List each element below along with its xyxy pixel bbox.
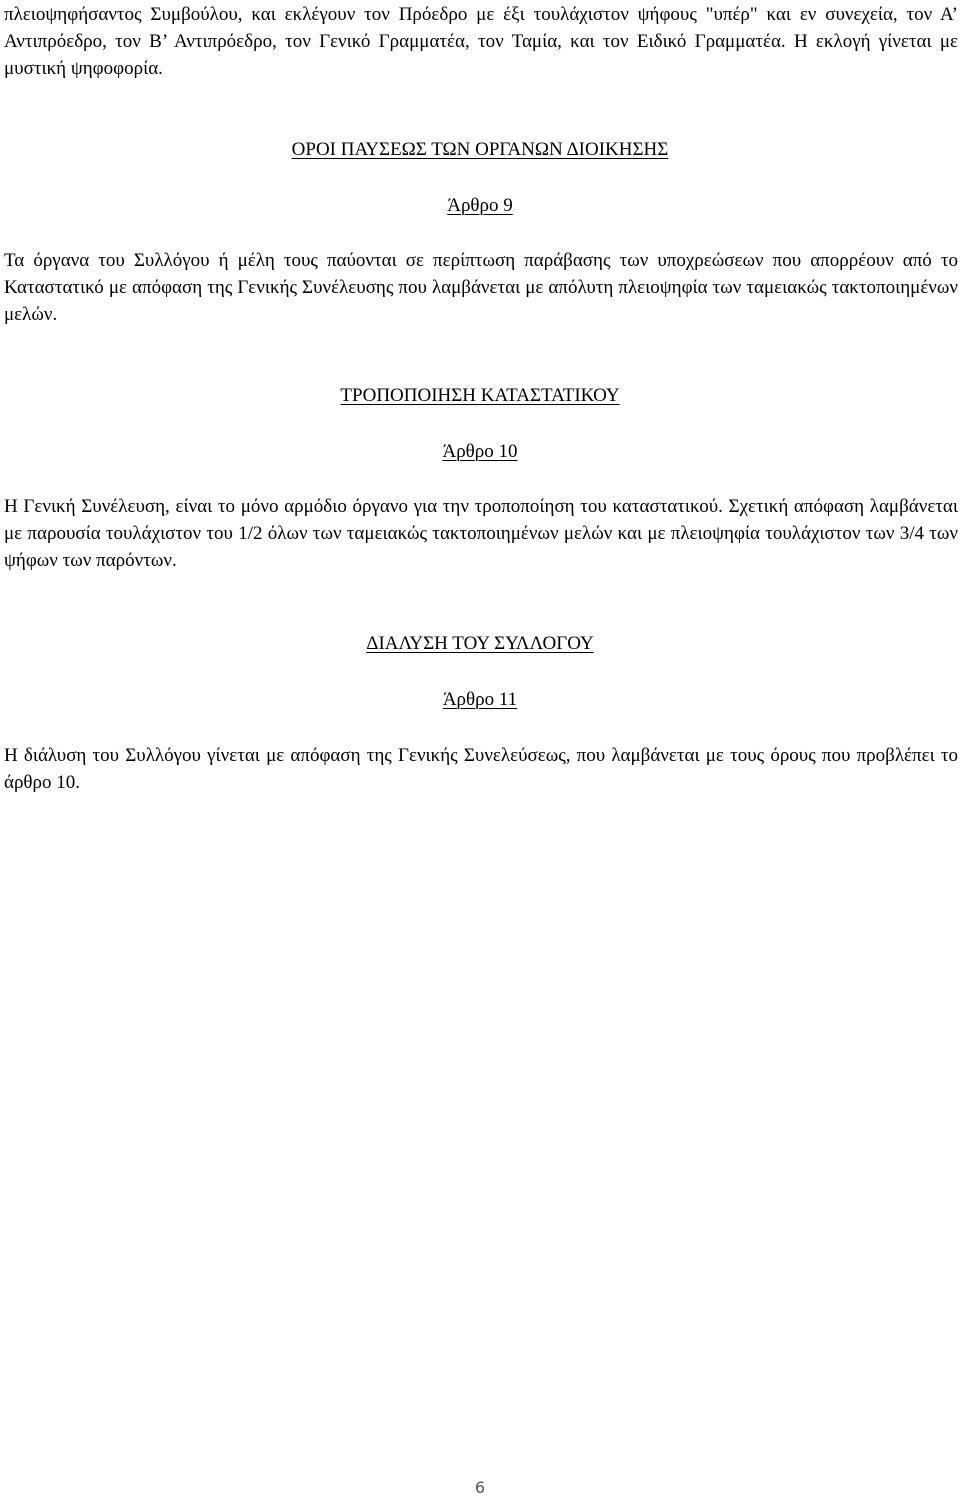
article-11-heading: Άρθρο 11 <box>442 689 518 710</box>
article-9-heading: Άρθρο 9 <box>447 195 513 216</box>
section-title-amendment: ΤΡΟΠΟΠΟΙΗΣΗ ΚΑΤΑΣΤΑΤΙΚΟΥ <box>340 385 620 406</box>
page-number: 6 <box>474 1478 486 1497</box>
article-11-body: Η διάλυση του Συλλόγου γίνεται με απόφαση της Γενικής Συνελεύσεως, που λαμβάνεται με τους όρους που προβλέπει το άρθρο 10. <box>4 745 958 793</box>
article-10-body: Η Γενική Συνέλευση, είναι το μόνο αρμόδιο όργανο για την τροποποίηση του καταστατικού. Σχετική απόφαση λαμβάνεται με παρουσία τουλάχιστον του 1/2 όλων των ταμειακώς τακτοποιημένων μελών και με πλειοψηφία τουλάχιστον των 3/4 των ψήφων των παρόντων. <box>4 496 958 571</box>
article-9-body: Τα όργανα του Συλλόγου ή μέλη τους παύονται σε περίπτωση παράβασης των υποχρεώσεων που απορρέουν από το Καταστατικό με απόφαση της Γενικής Συνέλευσης που λαμβάνεται με απόλυτη πλειοψηφία των ταμειακώς τακτοποιημένων μελών. <box>4 250 958 325</box>
intro-paragraph: πλειοψηφήσαντος Συμβούλου, και εκλέγουν τον Πρόεδρο με έξι τουλάχιστον ψήφους "υπέρ" και εν συνεχεία, τον Α’ Αντιπρόεδρο, τον Β’ Αντιπρόεδρο, τον Γενικό Γραμματέα, τον Ταμία, και τον Ειδικό Γραμματέα. Η εκλογή γίνεται με μυστική ψηφοφορία. <box>4 4 958 79</box>
section-title-termination: ΟΡΟΙ ΠΑΥΣΕΩΣ ΤΩΝ ΟΡΓΑΝΩΝ ΔΙΟΙΚΗΣΗΣ <box>291 139 669 160</box>
section-title-dissolution: ΔΙΑΛΥΣΗ ΤΟΥ ΣΥΛΛΟΓΟΥ <box>366 633 594 654</box>
article-10-heading: Άρθρο 10 <box>442 441 518 462</box>
